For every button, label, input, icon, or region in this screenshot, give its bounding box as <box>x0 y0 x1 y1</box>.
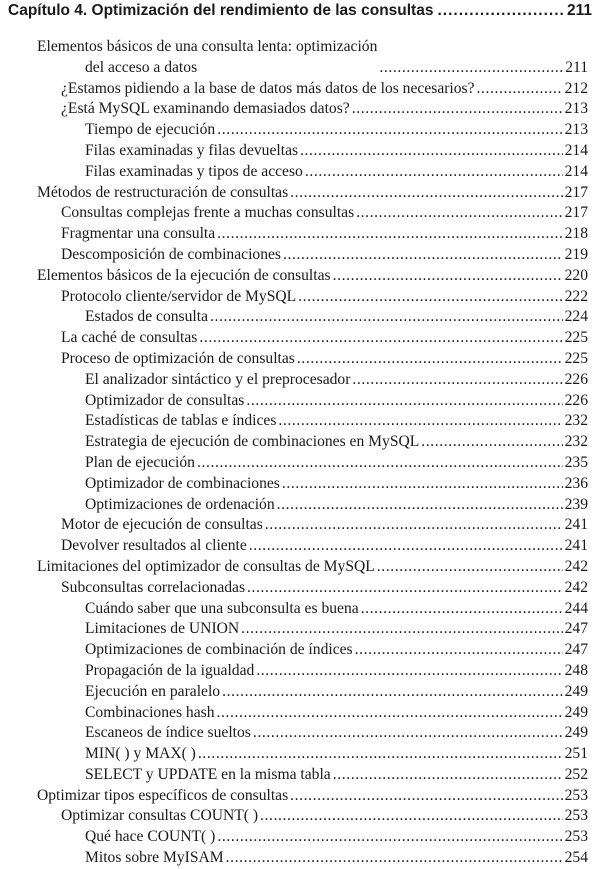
toc-entry <box>0 411 600 432</box>
leader-dots <box>283 245 563 266</box>
toc-entry-page-number: 235 <box>564 453 588 471</box>
toc-entry <box>0 515 600 536</box>
toc-entry <box>0 224 600 245</box>
toc-entry <box>0 99 600 120</box>
toc-entry-page-number: 247 <box>564 641 588 659</box>
toc-entry-title: Filas examinadas y tipos de acceso <box>85 162 303 180</box>
toc-entry-title: La caché de consultas <box>61 329 198 347</box>
leader-dots <box>421 432 562 453</box>
toc-entry-title <box>37 37 377 79</box>
toc-entry-page-number: 247 <box>564 620 588 638</box>
toc-entry-title: Optimizar consultas COUNT( ) <box>61 807 259 825</box>
toc-entry <box>0 391 600 412</box>
toc-entry-page-number: 226 <box>564 370 588 388</box>
leader-dots <box>217 120 562 141</box>
toc-entry-page-number: 248 <box>564 661 588 679</box>
toc-entry <box>0 682 600 703</box>
toc-entry <box>0 307 600 328</box>
leader-dots <box>333 266 563 287</box>
toc-entry <box>0 245 600 266</box>
toc-entry <box>0 599 600 620</box>
toc-entry <box>0 183 600 204</box>
toc-entry <box>0 495 600 516</box>
leader-dots <box>352 99 563 120</box>
toc-entry-list <box>0 37 600 869</box>
toc-entry-title: Limitaciones de UNION <box>85 620 240 638</box>
toc-entry-page-number: 236 <box>564 474 588 492</box>
toc-entry-page-number: 249 <box>564 724 588 742</box>
leader-dots <box>198 744 563 765</box>
toc-entry-page-number: 225 <box>564 349 588 367</box>
toc-entry-title: Qué hace COUNT( ) <box>85 828 216 846</box>
toc-entry-title: Estrategia de ejecución de combinaciones en MySQL <box>85 433 420 451</box>
toc-entry <box>0 37 600 79</box>
toc-entry <box>0 536 600 557</box>
leader-dots <box>253 723 563 744</box>
toc-entry-title: Plan de ejecución <box>85 453 195 471</box>
leader-dots <box>260 806 563 827</box>
toc-entry <box>0 661 600 682</box>
toc-entry-page-number: 241 <box>564 537 588 555</box>
toc-entry-page-number: 244 <box>564 599 588 617</box>
toc-entry-title: Escaneos de índice sueltos <box>85 724 251 742</box>
leader-dots <box>297 349 563 370</box>
leader-dots <box>290 786 562 807</box>
toc-entry <box>0 162 600 183</box>
toc-entry-title: Cuándo saber que una subconsulta es buena <box>85 599 359 617</box>
toc-entry-page-number: 217 <box>564 204 588 222</box>
toc-entry-title: Devolver resultados al cliente <box>61 537 247 555</box>
toc-entry-title: Optimizador de combinaciones <box>85 474 280 492</box>
leader-dots <box>300 141 563 162</box>
toc-entry <box>0 640 600 661</box>
leader-dots <box>246 391 562 412</box>
toc-entry <box>0 141 600 162</box>
toc-entry-page-number: 214 <box>564 162 588 180</box>
toc-entry-title: El analizador sintáctico y el preprocesador <box>85 370 351 388</box>
toc-entry-page-number: 232 <box>564 433 588 451</box>
toc-entry-title: Proceso de optimización de consultas <box>61 349 295 367</box>
toc-entry-title: Combinaciones hash <box>85 703 215 721</box>
toc-entry-title: ¿Está MySQL examinando demasiados datos? <box>61 100 350 118</box>
toc-entry-title: Estadísticas de tablas e índices <box>85 412 277 430</box>
toc-entry <box>0 79 600 100</box>
leader-dots <box>290 183 562 204</box>
toc-entry-page-number: 253 <box>564 786 588 804</box>
leader-dots <box>222 682 563 703</box>
toc-entry <box>0 619 600 640</box>
toc-entry-page-number: 249 <box>564 682 588 700</box>
leader-dots <box>210 307 563 328</box>
toc-entry-title: Propagación de la igualdad <box>85 661 255 679</box>
leader-dots <box>352 370 562 391</box>
toc-entry-page-number: 252 <box>564 765 588 783</box>
toc-entry-title: Optimizaciones de ordenación <box>85 495 275 513</box>
leader-dots <box>361 599 563 620</box>
toc-entry-page-number: 254 <box>564 849 588 867</box>
leader-dots <box>265 515 563 536</box>
leader-dots <box>217 703 563 724</box>
leader-dots <box>305 162 563 183</box>
leader-dots <box>379 58 563 79</box>
toc-entry-page-number: 217 <box>564 183 588 201</box>
toc-entry-title: Motor de ejecución de consultas <box>61 516 263 534</box>
toc-entry-title: ¿Estamos pidiendo a la base de datos más datos de los necesarios? <box>61 79 475 97</box>
chapter-leader-dots <box>437 2 563 20</box>
chapter-page-number: 211 <box>566 2 592 19</box>
toc-entry-title: Tiempo de ejecución <box>85 121 216 139</box>
toc-entry <box>0 765 600 786</box>
toc-entry-page-number: 253 <box>564 807 588 825</box>
toc-entry <box>0 474 600 495</box>
leader-dots <box>298 287 562 308</box>
toc-entry-page-number: 218 <box>564 225 588 243</box>
leader-dots <box>333 765 563 786</box>
leader-dots <box>226 848 563 869</box>
leader-dots <box>356 203 562 224</box>
leader-dots <box>249 536 563 557</box>
toc-entry-title: Filas examinadas y filas devueltas <box>85 141 299 159</box>
chapter-title: Capítulo 4. Optimización del rendimiento de las consultas <box>8 2 434 19</box>
toc-entry-page-number: 225 <box>564 329 588 347</box>
toc-entry-title: Protocolo cliente/servidor de MySQL <box>61 287 297 305</box>
toc-entry <box>0 287 600 308</box>
toc-entry-title: Limitaciones del optimizador de consultas de MySQL <box>37 557 375 575</box>
leader-dots <box>217 224 562 245</box>
toc-entry <box>0 723 600 744</box>
leader-dots <box>199 328 562 349</box>
toc-entry-page-number: 242 <box>564 557 588 575</box>
toc-entry-page-number: 232 <box>564 412 588 430</box>
toc-entry <box>0 266 600 287</box>
toc-entry-page-number: 226 <box>564 391 588 409</box>
toc-entry-title-line2: del acceso a datos <box>85 58 198 76</box>
leader-dots <box>477 79 563 100</box>
toc-entry <box>0 786 600 807</box>
toc-entry <box>0 806 600 827</box>
toc-entry-title: SELECT y UPDATE en la misma tabla <box>85 765 331 783</box>
toc-entry-page-number: 239 <box>564 495 588 513</box>
leader-dots <box>241 619 562 640</box>
toc-entry-page-number: 213 <box>564 100 588 118</box>
toc-entry-page-number: 220 <box>564 266 588 284</box>
chapter-heading <box>8 2 592 30</box>
toc-entry <box>0 349 600 370</box>
leader-dots <box>256 661 562 682</box>
toc-entry-title: Subconsultas correlacionadas <box>61 578 246 596</box>
toc-entry-page-number: 213 <box>564 121 588 139</box>
toc-entry-title: Descomposición de combinaciones <box>61 245 281 263</box>
leader-dots <box>247 578 563 599</box>
toc-entry-page-number: 212 <box>564 79 588 97</box>
toc-entry <box>0 578 600 599</box>
toc-entry-title: Mitos sobre MyISAM <box>85 849 224 867</box>
toc-entry-title-line1: Elementos básicos de una consulta lenta: optimización <box>37 38 378 55</box>
toc-entry <box>0 328 600 349</box>
leader-dots <box>278 411 562 432</box>
toc-entry-title: Optimizador de consultas <box>85 391 245 409</box>
toc-entry <box>0 203 600 224</box>
leader-dots <box>217 827 562 848</box>
leader-dots <box>197 453 563 474</box>
toc-entry-title: Fragmentar una consulta <box>61 225 216 243</box>
toc-entry <box>0 557 600 578</box>
toc-entry-title: Estados de consulta <box>85 308 208 326</box>
toc-entry-page-number: 224 <box>564 308 588 326</box>
toc-entry-title: Métodos de restructuración de consultas <box>37 183 289 201</box>
toc-entry-title: Consultas complejas frente a muchas consultas <box>61 204 355 222</box>
leader-dots <box>282 474 563 495</box>
toc-entry-title: Optimizaciones de combinación de índices <box>85 641 353 659</box>
leader-dots <box>355 640 563 661</box>
toc-entry-page-number: 249 <box>564 703 588 721</box>
toc-entry <box>0 120 600 141</box>
toc-entry-page-number: 241 <box>564 516 588 534</box>
toc-entry-title: MIN( ) y MAX( ) <box>85 745 196 763</box>
toc-entry <box>0 744 600 765</box>
toc-entry <box>0 703 600 724</box>
toc-entry-page-number: 222 <box>564 287 588 305</box>
toc-entry <box>0 370 600 391</box>
toc-entry-page-number: 214 <box>564 141 588 159</box>
leader-dots <box>277 495 563 516</box>
toc-entry <box>0 432 600 453</box>
toc-entry <box>0 453 600 474</box>
toc-entry-page-number: 253 <box>564 828 588 846</box>
toc-entry-page-number: 219 <box>564 245 588 263</box>
toc-entry-page-number: 242 <box>564 578 588 596</box>
toc-entry-title: Optimizar tipos específicos de consultas <box>37 786 289 804</box>
toc-entry <box>0 848 600 869</box>
toc-entry-page-number: 211 <box>565 58 588 76</box>
toc-entry-page-number: 251 <box>564 745 588 763</box>
toc-entry-title: Elementos básicos de la ejecución de consultas <box>37 266 331 284</box>
toc-entry <box>0 827 600 848</box>
toc-entry-title: Ejecución en paralelo <box>85 682 221 700</box>
leader-dots <box>377 557 563 578</box>
